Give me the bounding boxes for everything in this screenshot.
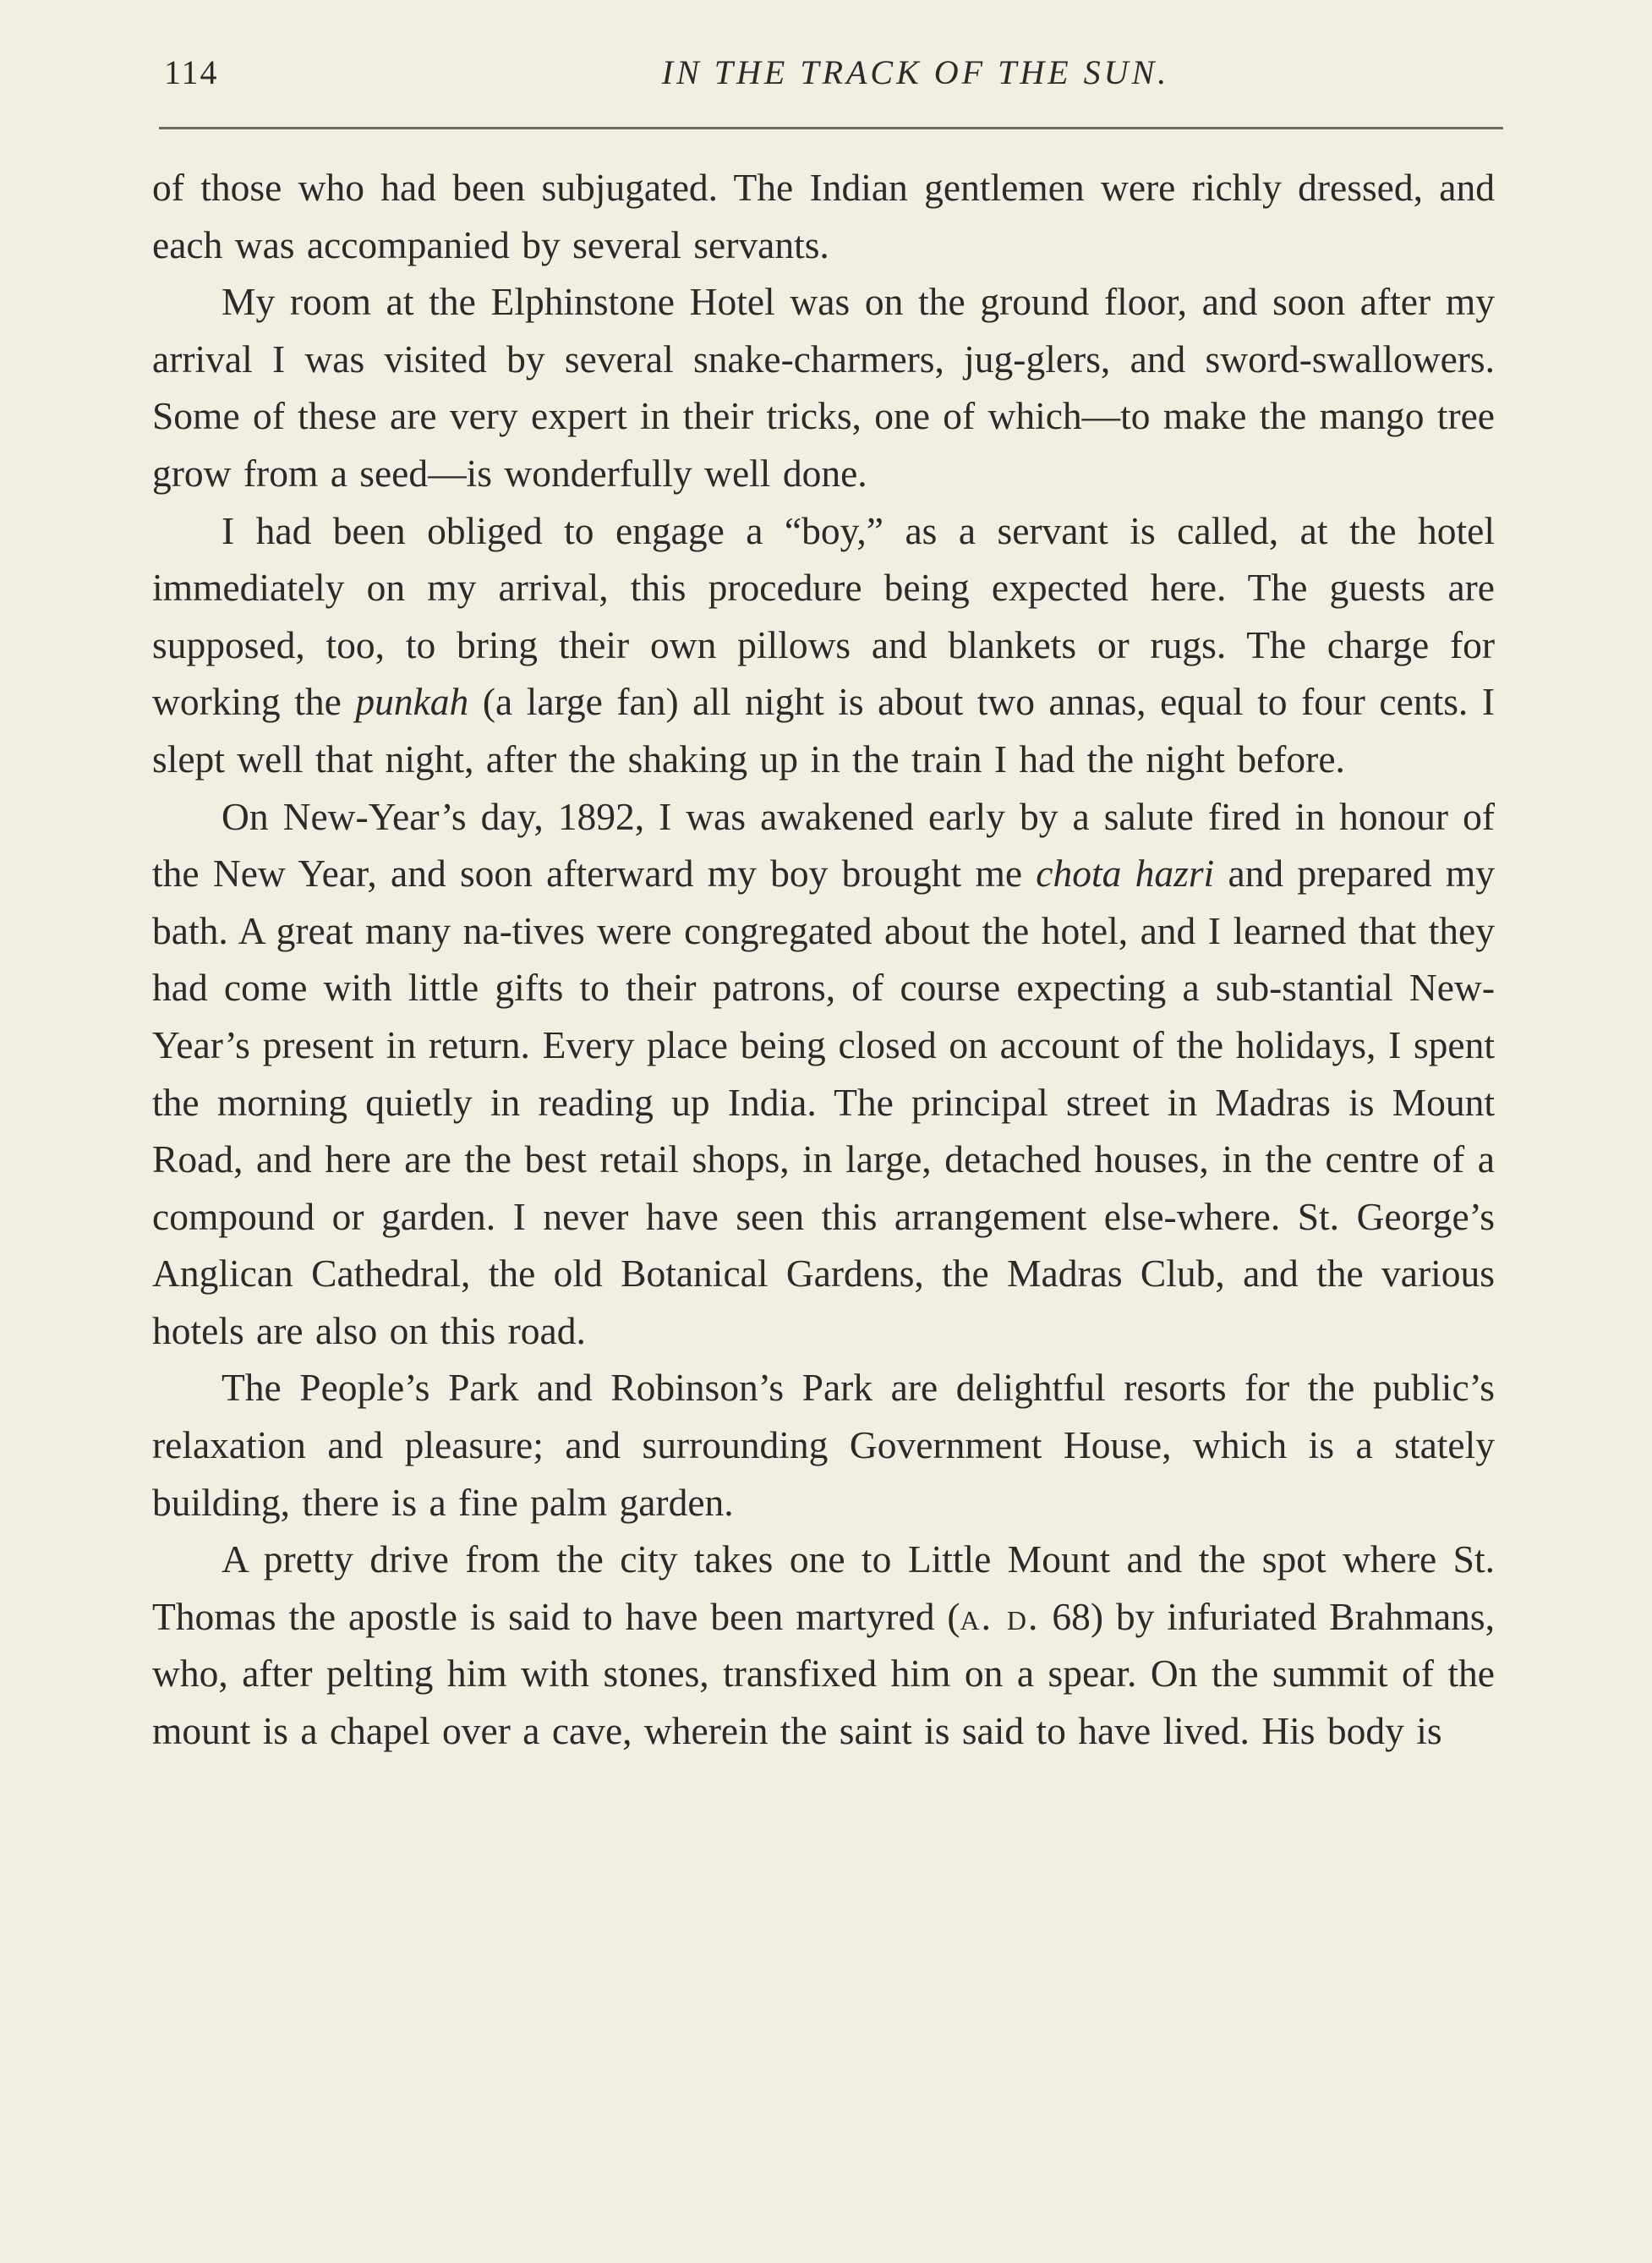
running-title: IN THE TRACK OF THE SUN. (661, 53, 1170, 91)
paragraph-text: On New-Year’s day, 1892, I was awakened early by a salute fired in honour of the New Year, and soon afterward my boy brought me (152, 794, 1495, 896)
paragraph-new-year (152, 788, 1495, 1360)
italic-term-chota-hazri: chota hazri (1036, 852, 1215, 896)
paragraph-little-mount (152, 1531, 1495, 1759)
paragraph-parks: The People’s Park and Robinson’s Park are delightful resorts for the public’s relaxation and pleasure; and surrounding Government House, which is a stately building, there is a fine palm garden. (152, 1366, 1495, 1524)
paragraph-text: I had been obliged to engage a “boy,” as a servant is called, at the hotel immediately on my arrival, this procedure being expected here. The guests are supposed, too, to bring their own pillows and blankets or rugs. The charge for working the (152, 508, 1495, 724)
body-text (152, 159, 1495, 1760)
era-abbreviation: a. d. (960, 1594, 1040, 1638)
paragraph-boy-servant (152, 502, 1495, 788)
header-rule (159, 127, 1503, 129)
italic-term-punkah: punkah (355, 680, 469, 724)
paragraph-text: (a large fan) all night is about two annas, equal to four cents. I slept well that night, after the shaking up in the train I had the night before. (152, 680, 1495, 781)
paragraph-text: and prepared my bath. A great many na-tives were congregated about the hotel, and I learned that they had come with little gifts to their patrons, of course expecting a sub-stantial New-Year’s present in return. Every place being closed on account of the holidays, I spent the morning quietly in reading up India. The principal street in Madras is Mount Road, and here are the best retail shops, in large, detached houses, in the centre of a compound or garden. I never have seen this arrangement else-where. St. George’s Anglican Cathedral, the old Botanical Gardens, the Madras Club, and the various hotels are also on this road. (152, 852, 1495, 1352)
paragraph-text: A pretty drive from the city takes one to Little Mount and the spot where St. Thomas the apostle is said to have been martyred ( (152, 1537, 1495, 1638)
paragraph-hotel-room: My room at the Elphinstone Hotel was on the ground floor, and soon after my arrival I was visited by several snake-charmers, jug-glers, and sword-swallowers. Some of these are very expert in their tricks, one of which—to make the mango tree grow from a seed—is wonderfully well done. (152, 280, 1495, 495)
page-header (159, 52, 1503, 103)
paragraph-text: 68) by infuriated Brahmans, who, after pelting him with stones, transfixed him on a spear. On the summit of the mount is a chapel over a cave, wherein the saint is said to have lived. His body is (152, 1594, 1495, 1753)
page-number: 114 (164, 53, 219, 91)
paragraph-continued: of those who had been subjugated. The Indian gentlemen were richly dressed, and each was accompanied by several servants. (152, 166, 1495, 266)
